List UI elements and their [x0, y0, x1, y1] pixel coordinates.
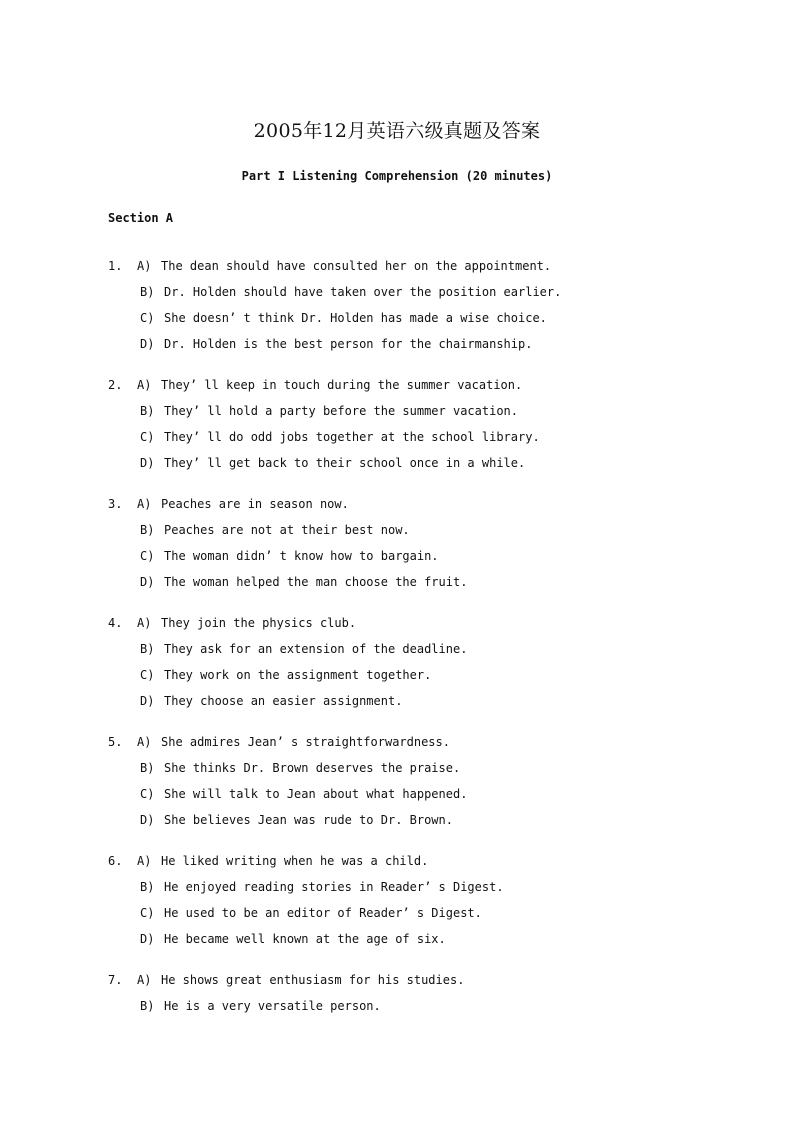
- answer-option: [108, 258, 768, 284]
- section-title: Section A: [108, 211, 174, 225]
- option-text: They’ ll hold a party before the summer vacation.: [164, 404, 519, 418]
- answer-option: [108, 693, 768, 719]
- answer-option: [108, 812, 768, 838]
- option-text: They join the physics club.: [161, 616, 357, 630]
- option-letter: D): [140, 694, 155, 708]
- option-text: Dr. Holden should have taken over the position earlier.: [164, 285, 562, 299]
- option-letter: D): [140, 932, 155, 946]
- question-5: [108, 734, 768, 838]
- answer-option: [108, 377, 768, 403]
- question-2: [108, 377, 768, 481]
- question-number: 7.: [108, 973, 123, 987]
- option-letter: A): [137, 259, 152, 273]
- answer-option: [108, 336, 768, 362]
- option-letter: A): [137, 735, 152, 749]
- answer-option: [108, 905, 768, 931]
- answer-option: [108, 734, 768, 760]
- answer-option: [108, 931, 768, 957]
- option-text: She believes Jean was rude to Dr. Brown.: [164, 813, 453, 827]
- answer-option: [108, 403, 768, 429]
- option-text: The woman didn’ t know how to bargain.: [164, 549, 439, 563]
- answer-option: [108, 429, 768, 455]
- option-letter: A): [137, 854, 152, 868]
- option-text: She doesn’ t think Dr. Holden has made a wise choice.: [164, 311, 547, 325]
- option-letter: B): [140, 404, 155, 418]
- option-text: He shows great enthusiasm for his studies.: [161, 973, 465, 987]
- option-letter: C): [140, 906, 155, 920]
- option-letter: B): [140, 880, 155, 894]
- answer-option: [108, 667, 768, 693]
- answer-option: [108, 496, 768, 522]
- question-4: [108, 615, 768, 719]
- option-text: She thinks Dr. Brown deserves the praise.: [164, 761, 461, 775]
- answer-option: [108, 879, 768, 905]
- option-text: He is a very versatile person.: [164, 999, 381, 1013]
- option-text: He used to be an editor of Reader’ s Digest.: [164, 906, 482, 920]
- option-text: They’ ll do odd jobs together at the school library.: [164, 430, 540, 444]
- option-letter: D): [140, 456, 155, 470]
- answer-option: [108, 786, 768, 812]
- answer-option: [108, 522, 768, 548]
- question-number: 3.: [108, 497, 123, 511]
- question-number: 2.: [108, 378, 123, 392]
- question-number: 5.: [108, 735, 123, 749]
- option-text: He became well known at the age of six.: [164, 932, 446, 946]
- answer-option: [108, 284, 768, 310]
- question-1: [108, 258, 768, 362]
- option-letter: D): [140, 575, 155, 589]
- option-letter: B): [140, 761, 155, 775]
- option-letter: D): [140, 813, 155, 827]
- option-letter: A): [137, 497, 152, 511]
- option-text: Peaches are in season now.: [161, 497, 349, 511]
- option-letter: B): [140, 523, 155, 537]
- option-text: They ask for an extension of the deadline.: [164, 642, 468, 656]
- question-6: [108, 853, 768, 957]
- option-text: He enjoyed reading stories in Reader’ s Digest.: [164, 880, 504, 894]
- option-text: She will talk to Jean about what happened.: [164, 787, 468, 801]
- option-letter: C): [140, 311, 155, 325]
- question-number: 1.: [108, 259, 123, 273]
- option-letter: A): [137, 616, 152, 630]
- answer-option: [108, 548, 768, 574]
- answer-option: [108, 615, 768, 641]
- answer-option: [108, 310, 768, 336]
- question-number: 4.: [108, 616, 123, 630]
- option-text: They work on the assignment together.: [164, 668, 432, 682]
- option-text: They choose an easier assignment.: [164, 694, 403, 708]
- option-text: They’ ll get back to their school once in a while.: [164, 456, 526, 470]
- option-text: She admires Jean’ s straightforwardness.: [161, 735, 450, 749]
- option-letter: C): [140, 787, 155, 801]
- answer-option: [108, 760, 768, 786]
- option-text: The dean should have consulted her on the appointment.: [161, 259, 552, 273]
- answer-option: [108, 641, 768, 667]
- option-letter: B): [140, 642, 155, 656]
- question-number: 6.: [108, 854, 123, 868]
- answer-option: [108, 853, 768, 879]
- option-letter: C): [140, 430, 155, 444]
- option-text: Peaches are not at their best now.: [164, 523, 410, 537]
- question-3: [108, 496, 768, 600]
- answer-option: [108, 455, 768, 481]
- option-letter: B): [140, 999, 155, 1013]
- answer-option: [108, 972, 768, 998]
- part-title: Part I Listening Comprehension (20 minutes): [241, 169, 553, 183]
- answer-option: [108, 574, 768, 600]
- question-7: [108, 972, 768, 1024]
- option-letter: A): [137, 378, 152, 392]
- option-letter: D): [140, 337, 155, 351]
- option-text: He liked writing when he was a child.: [161, 854, 429, 868]
- option-text: They’ ll keep in touch during the summer vacation.: [161, 378, 523, 392]
- option-letter: A): [137, 973, 152, 987]
- option-letter: C): [140, 549, 155, 563]
- option-text: The woman helped the man choose the fruit.: [164, 575, 468, 589]
- answer-option: [108, 998, 768, 1024]
- option-letter: B): [140, 285, 155, 299]
- page-title: 2005年12月英语六级真题及答案: [253, 120, 541, 142]
- question-list: [108, 258, 768, 1039]
- option-letter: C): [140, 668, 155, 682]
- option-text: Dr. Holden is the best person for the chairmanship.: [164, 337, 533, 351]
